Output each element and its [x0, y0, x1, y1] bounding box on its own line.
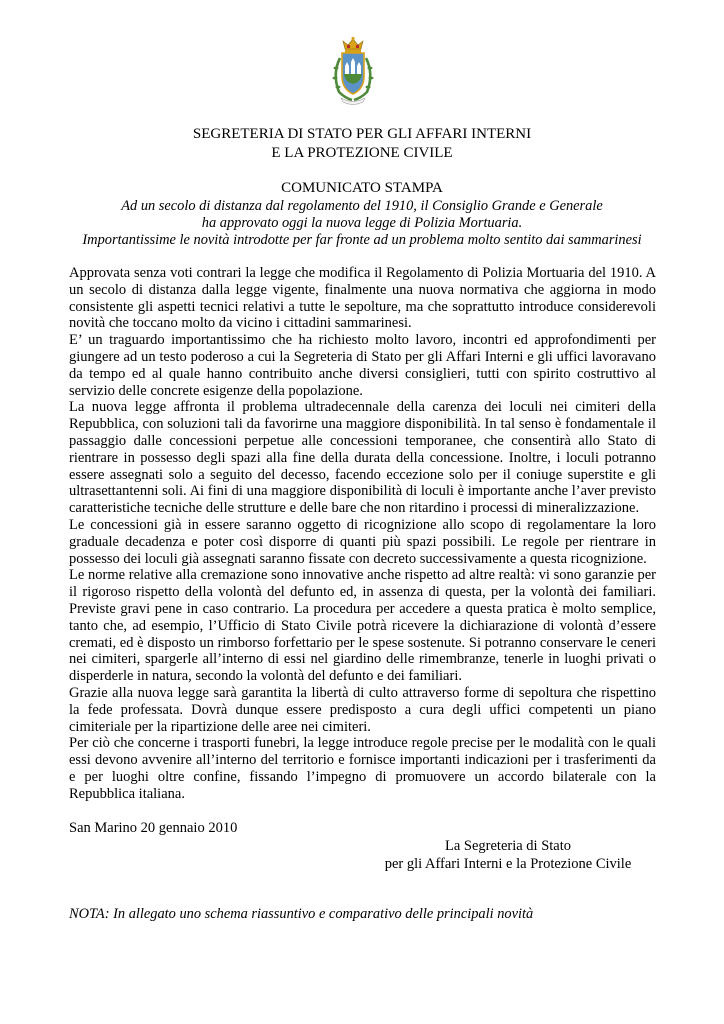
office-title-line-1: SEGRETERIA DI STATO PER GLI AFFARI INTERNI	[192, 126, 532, 142]
body-paragraph: Per ciò che concerne i trasporti funebri, la legge introduce regole precise per le modalità con le quali essi devono avvenire all’interno del territorio e fornisce importanti indicazioni per i trasferimenti da e per luoghi oltre confine, fissando l’impegno di promuovere un accordo bilaterale con la Repubblica italiana.	[69, 735, 656, 802]
san-marino-coat-of-arms-icon	[328, 36, 378, 106]
subtitle-line-2: ha approvato oggi la nuova legge di Polizia Mortuaria.	[201, 215, 523, 231]
body-paragraph: Grazie alla nuova legge sarà garantita la libertà di culto attraverso forme di sepoltura che rispettino la fede professata. Dovrà dunque essere predisposto a cura degli uffici competenti un piano cimiteriale per la ripartizione delle aree nei cimiteri.	[69, 684, 656, 735]
crown-icon	[343, 37, 363, 53]
body-paragraph: La nuova legge affronta il problema ultradecennale della carenza dei loculi nei cimiteri della Repubblica, con soluzioni tali da favorirne una maggiore disponibilità. In tal senso è fondamentale il passaggio dalle concessioni perpetue alle concessioni temporanee, che consentirà allo Stato di rientrare in possesso degli spazi alla fine della durata della concessione. Inoltre, i loculi potranno essere assegnati solo a seguito del decesso, facendo eccezione solo per il coniuge superstite e gli ultrasettantenni soli. Ai fini di una maggiore disponibilità di loculi è importante anche l’aver previsto caratteristiche tecniche delle strutture e delle bare che non ritardino i processi di mineralizzazione.	[69, 399, 656, 517]
body-paragraph: E’ un traguardo importantissimo che ha richiesto molto lavoro, incontri ed approfondimenti per giungere ad un testo poderoso a cui la Segreteria di Stato per gli Affari Interni e gli uffici lavoravano da tempo ed al quale hanno contribuito anche diversi consiglieri, tutti con spirito costruttivo al servizio delle concrete esigenze della popolazione.	[69, 332, 656, 399]
motto-ribbon-icon	[341, 98, 365, 105]
press-release-title: COMUNICATO STAMPA	[281, 180, 443, 196]
office-title-line-2: E LA PROTEZIONE CIVILE	[271, 145, 453, 161]
signature-line-1: La Segreteria di Stato	[444, 838, 572, 854]
body-paragraph: Approvata senza voti contrari la legge che modifica il Regolamento di Polizia Mortuaria del 1910. A un secolo di distanza dalla legge vigente, finalmente una nuova normativa che aggiorna in modo consistente gli aspetti tecnici relativi a tutte le sepolture, ma che soprattutto introduce considerevoli novità che toccano molto da vicino i cittadini sammarinesi.	[69, 265, 656, 332]
date-line: San Marino 20 gennaio 2010	[69, 820, 238, 836]
signature-line-2: per gli Affari Interni e la Protezione Civile	[384, 856, 632, 872]
press-release-body	[69, 265, 656, 803]
attachment-note: NOTA: In allegato uno schema riassuntivo e comparativo delle principali novità	[69, 906, 534, 922]
subtitle-line-3: Importantissime le novità introdotte per far fronte ad un problema molto sentito dai sammarinesi	[82, 232, 642, 248]
shield-icon	[342, 53, 364, 94]
body-paragraph: Le norme relative alla cremazione sono innovative anche rispetto ad altre realtà: vi sono garanzie per il rigoroso rispetto della volontà del defunto ed, in assenza di questa, per la volontà dei familiari. Previste gravi pene in caso contrario. La procedura per accedere a questa pratica è molto semplice, tanto che, ad esempio, l’Ufficio di Stato Civile potrà ricevere la dichiarazione di volontà d’essere cremati, ed è disposto un rimborso forfettario per le spese sostenute. Si potranno conservare le ceneri nei cimiteri, spargerle all’interno di essi nel giardino delle rimembranze, tenerle in luoghi privati o disperderle in natura, secondo la volontà del defunto e dei familiari.	[69, 567, 656, 685]
body-paragraph: Le concessioni già in essere saranno oggetto di ricognizione allo scopo di regolamentare la loro graduale decadenza e poter così disporre di quanti più spazi possibili. Le regole per rientrare in possesso dei loculi già assegnati saranno fissate con decreto successivamente a questa ricognizione.	[69, 516, 656, 567]
subtitle-line-1: Ad un secolo di distanza dal regolamento del 1910, il Consiglio Grande e Generale	[121, 198, 603, 214]
